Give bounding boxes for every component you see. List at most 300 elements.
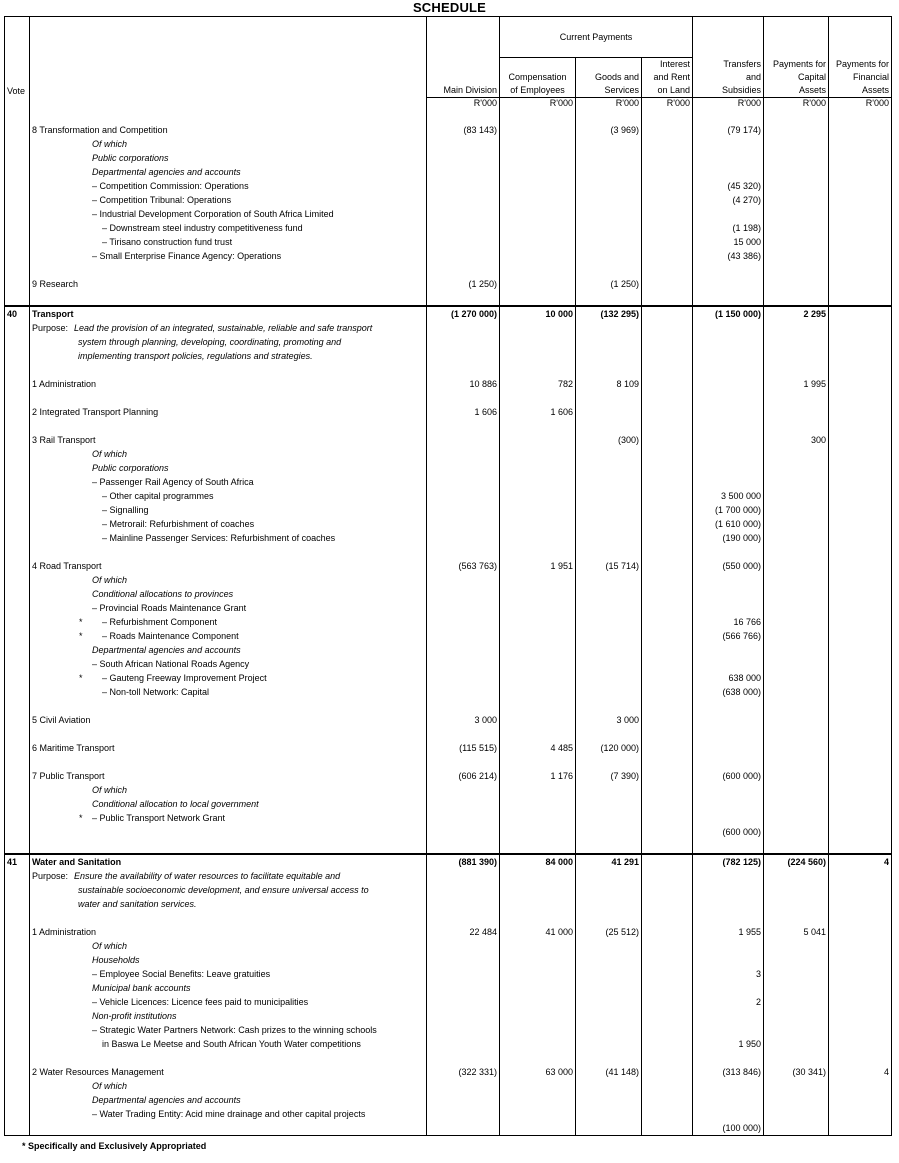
amount-comp: 782	[500, 377, 576, 391]
amount-transfers	[693, 391, 764, 405]
vote-number	[5, 629, 30, 643]
amount-interest	[642, 531, 693, 545]
vote-number	[5, 433, 30, 447]
amount-main	[427, 839, 500, 854]
allocation-note	[30, 939, 427, 953]
amount-comp	[500, 911, 576, 925]
programme-name	[30, 713, 427, 727]
amount-goods	[576, 967, 642, 981]
programme-name	[30, 433, 427, 447]
vote-number	[5, 825, 30, 839]
amount-comp	[500, 137, 576, 151]
amount-financial	[829, 797, 892, 811]
amount-transfers: 1 950	[693, 1037, 764, 1051]
description-text: Water and Sanitation	[32, 857, 122, 867]
amount-transfers	[693, 151, 764, 165]
table-row	[5, 1023, 892, 1037]
spacer-row	[5, 263, 892, 277]
amount-financial	[829, 461, 892, 475]
amount-financial	[829, 783, 892, 797]
amount-transfers: (1 700 000)	[693, 503, 764, 517]
vote-title	[30, 306, 427, 321]
amount-financial	[829, 587, 892, 601]
allocation-note	[30, 207, 427, 221]
amount-comp	[500, 643, 576, 657]
amount-comp	[500, 503, 576, 517]
amount-main: (606 214)	[427, 769, 500, 783]
amount-financial	[829, 839, 892, 854]
vote-number	[5, 277, 30, 291]
header-current-payments: Current Payments	[500, 17, 693, 58]
allocation-note	[30, 1121, 427, 1136]
amount-goods	[576, 405, 642, 419]
amount-interest	[642, 839, 693, 854]
table-row	[5, 193, 892, 207]
amount-capital	[764, 601, 829, 615]
amount-interest	[642, 179, 693, 193]
allocation-note	[30, 531, 427, 545]
table-row	[5, 137, 892, 151]
amount-goods	[576, 1051, 642, 1065]
amount-interest	[642, 685, 693, 699]
amount-goods: 8 109	[576, 377, 642, 391]
description-text: – Non-toll Network: Capital	[102, 687, 210, 697]
amount-main	[427, 911, 500, 925]
purpose-body: Ensure the availability of water resources to facilitate equitable and sustainable socioeconomic development, and ensure universal access to water and sanitation services.	[74, 871, 369, 909]
table-row	[5, 939, 892, 953]
amount-goods	[576, 235, 642, 249]
amount-capital	[764, 447, 829, 461]
description-text: – Gauteng Freeway Improvement Project	[102, 673, 267, 683]
description-text: Public corporations	[92, 463, 169, 473]
amount-comp: 1 606	[500, 405, 576, 419]
amount-capital	[764, 249, 829, 263]
amount-comp	[500, 713, 576, 727]
appropriation-star-icon: *	[79, 617, 83, 627]
allocation-note	[30, 193, 427, 207]
description-text: – Signalling	[102, 505, 149, 515]
amount-comp	[500, 825, 576, 839]
amount-transfers	[693, 741, 764, 755]
vote-number	[5, 363, 30, 377]
amount-main: (563 763)	[427, 559, 500, 573]
amount-transfers	[693, 953, 764, 967]
amount-main	[427, 939, 500, 953]
amount-main	[427, 825, 500, 839]
table-row	[5, 587, 892, 601]
amount-capital	[764, 179, 829, 193]
amount-goods	[576, 939, 642, 953]
amount-financial	[829, 363, 892, 377]
amount-main	[427, 321, 500, 363]
description-text: 3 Rail Transport	[32, 435, 96, 445]
amount-interest	[642, 391, 693, 405]
amount-comp	[500, 587, 576, 601]
amount-transfers	[693, 109, 764, 123]
vote-number	[5, 221, 30, 235]
amount-comp	[500, 939, 576, 953]
allocation-note	[30, 475, 427, 489]
amount-financial	[829, 657, 892, 671]
vote-number	[5, 615, 30, 629]
amount-financial	[829, 869, 892, 911]
amount-capital	[764, 517, 829, 531]
description-text: – Water Trading Entity: Acid mine drainage and other capital projects	[92, 1109, 366, 1119]
description-text: – Competition Commission: Operations	[92, 181, 249, 191]
amount-capital: (224 560)	[764, 854, 829, 869]
amount-interest	[642, 1093, 693, 1107]
amount-goods	[576, 869, 642, 911]
amount-goods	[576, 587, 642, 601]
amount-financial	[829, 685, 892, 699]
description-text: Households	[92, 955, 140, 965]
description-text: – Tirisano construction fund trust	[102, 237, 233, 247]
description-text: – Refurbishment Component	[102, 617, 218, 627]
amount-capital	[764, 713, 829, 727]
vote-number	[5, 587, 30, 601]
amount-interest	[642, 925, 693, 939]
amount-interest	[642, 995, 693, 1009]
amount-main	[427, 531, 500, 545]
amount-capital	[764, 629, 829, 643]
amount-transfers: 15 000	[693, 235, 764, 249]
amount-comp	[500, 263, 576, 277]
description-text: Municipal bank accounts	[92, 983, 191, 993]
amount-interest	[642, 1009, 693, 1023]
amount-main	[427, 1107, 500, 1121]
amount-main	[427, 1037, 500, 1051]
amount-financial	[829, 306, 892, 321]
description-text: Departmental agencies and accounts	[92, 645, 241, 655]
amount-goods	[576, 629, 642, 643]
vote-number	[5, 601, 30, 615]
amount-goods	[576, 1093, 642, 1107]
amount-comp	[500, 151, 576, 165]
allocation-note	[30, 1023, 427, 1037]
amount-comp	[500, 1037, 576, 1051]
header-main-division: Main Division	[427, 17, 500, 98]
amount-interest	[642, 601, 693, 615]
amount-financial	[829, 447, 892, 461]
amount-transfers	[693, 713, 764, 727]
amount-financial	[829, 811, 892, 825]
amount-comp	[500, 165, 576, 179]
amount-financial	[829, 517, 892, 531]
description-text: – Industrial Development Corporation of South Africa Limited	[92, 209, 334, 219]
amount-goods	[576, 685, 642, 699]
vote-number	[5, 207, 30, 221]
description-text: 5 Civil Aviation	[32, 715, 91, 725]
amount-capital	[764, 165, 829, 179]
amount-main	[427, 109, 500, 123]
amount-interest	[642, 1065, 693, 1079]
description-text: – Downstream steel industry competitiveness fund	[102, 223, 303, 233]
table-row	[5, 869, 892, 911]
description-text: – Vehicle Licences: Licence fees paid to municipalities	[92, 997, 309, 1007]
table-row	[5, 967, 892, 981]
vote-number	[5, 713, 30, 727]
allocation-note	[30, 629, 427, 643]
amount-comp	[500, 727, 576, 741]
amount-capital	[764, 615, 829, 629]
amount-goods	[576, 291, 642, 306]
amount-transfers	[693, 811, 764, 825]
programme-name	[30, 1065, 427, 1079]
header-transfers: Transfers and Subsidies	[693, 17, 764, 98]
allocation-note	[30, 573, 427, 587]
amount-main	[427, 503, 500, 517]
amount-goods	[576, 981, 642, 995]
allocation-note	[30, 643, 427, 657]
amount-financial	[829, 377, 892, 391]
spacer-row	[5, 109, 892, 123]
table-row	[5, 629, 892, 643]
amount-interest	[642, 911, 693, 925]
vote-number	[5, 727, 30, 741]
programme-name	[30, 769, 427, 783]
table-row	[5, 559, 892, 573]
spacer-row	[5, 755, 892, 769]
vote-number	[5, 1107, 30, 1121]
vote-number	[5, 657, 30, 671]
amount-interest	[642, 461, 693, 475]
amount-financial	[829, 433, 892, 447]
table-row	[5, 207, 892, 221]
amount-goods	[576, 475, 642, 489]
amount-comp	[500, 783, 576, 797]
allocation-note	[30, 235, 427, 249]
table-row	[5, 165, 892, 179]
allocation-note	[30, 825, 427, 839]
header-goods: Goods and Services	[576, 58, 642, 98]
amount-transfers	[693, 447, 764, 461]
amount-capital: 300	[764, 433, 829, 447]
amount-interest	[642, 755, 693, 769]
amount-comp	[500, 699, 576, 713]
vote-number	[5, 995, 30, 1009]
description-text: 7 Public Transport	[32, 771, 105, 781]
amount-main	[427, 363, 500, 377]
amount-comp	[500, 1107, 576, 1121]
amount-goods	[576, 783, 642, 797]
amount-comp	[500, 981, 576, 995]
table-row	[5, 1037, 892, 1051]
amount-comp	[500, 363, 576, 377]
description-text: – Competition Tribunal: Operations	[92, 195, 232, 205]
amount-transfers	[693, 377, 764, 391]
vote-number	[5, 953, 30, 967]
amount-main	[427, 953, 500, 967]
vote-number	[5, 517, 30, 531]
amount-comp: 41 000	[500, 925, 576, 939]
vote-row	[5, 306, 892, 321]
amount-transfers	[693, 263, 764, 277]
amount-financial	[829, 825, 892, 839]
amount-comp	[500, 433, 576, 447]
amount-transfers: (100 000)	[693, 1121, 764, 1136]
amount-comp	[500, 839, 576, 854]
vote-number: 40	[5, 306, 30, 321]
vote-number	[5, 1051, 30, 1065]
amount-interest	[642, 671, 693, 685]
amount-capital	[764, 1051, 829, 1065]
amount-goods	[576, 503, 642, 517]
amount-main	[427, 545, 500, 559]
vote-number	[5, 573, 30, 587]
amount-transfers: 638 000	[693, 671, 764, 685]
description-text: in Baswa Le Meetse and South African Youth Water competitions	[102, 1039, 361, 1049]
amount-transfers	[693, 291, 764, 306]
amount-capital: 5 041	[764, 925, 829, 939]
amount-main	[427, 433, 500, 447]
amount-main	[427, 137, 500, 151]
amount-transfers	[693, 419, 764, 433]
amount-main	[427, 657, 500, 671]
purpose-label: Purpose:	[32, 323, 69, 333]
programme-name	[30, 377, 427, 391]
vote-number	[5, 925, 30, 939]
amount-interest	[642, 1051, 693, 1065]
amount-main	[427, 165, 500, 179]
table-row	[5, 235, 892, 249]
description-text: – Other capital programmes	[102, 491, 214, 501]
amount-goods	[576, 363, 642, 377]
amount-main	[427, 1079, 500, 1093]
table-row	[5, 1107, 892, 1121]
vote-number	[5, 475, 30, 489]
vote-number	[5, 489, 30, 503]
amount-transfers	[693, 869, 764, 911]
amount-interest	[642, 981, 693, 995]
amount-financial	[829, 643, 892, 657]
amount-main	[427, 151, 500, 165]
vote-number	[5, 911, 30, 925]
vote-number	[5, 419, 30, 433]
description-text: – Small Enterprise Finance Agency: Operations	[92, 251, 282, 261]
vote-number	[5, 1121, 30, 1136]
amount-interest	[642, 165, 693, 179]
amount-capital	[764, 1107, 829, 1121]
amount-goods	[576, 811, 642, 825]
amount-goods: (25 512)	[576, 925, 642, 939]
amount-main	[427, 291, 500, 306]
vote-number	[5, 797, 30, 811]
allocation-note	[30, 587, 427, 601]
amount-transfers: (638 000)	[693, 685, 764, 699]
amount-capital	[764, 839, 829, 854]
amount-comp	[500, 797, 576, 811]
amount-financial	[829, 713, 892, 727]
amount-capital	[764, 1009, 829, 1023]
allocation-note	[30, 1009, 427, 1023]
allocation-note	[30, 995, 427, 1009]
amount-financial	[829, 263, 892, 277]
allocation-note	[30, 953, 427, 967]
amount-main	[427, 755, 500, 769]
amount-comp	[500, 249, 576, 263]
amount-transfers	[693, 277, 764, 291]
amount-interest	[642, 363, 693, 377]
amount-financial	[829, 531, 892, 545]
amount-comp	[500, 811, 576, 825]
amount-goods	[576, 995, 642, 1009]
amount-capital	[764, 981, 829, 995]
amount-capital	[764, 995, 829, 1009]
amount-comp	[500, 573, 576, 587]
table-row	[5, 1065, 892, 1079]
amount-capital	[764, 671, 829, 685]
amount-main	[427, 629, 500, 643]
amount-comp	[500, 1121, 576, 1136]
amount-financial	[829, 391, 892, 405]
footnote: * Specifically and Exclusively Appropriated	[22, 1141, 207, 1151]
amount-goods	[576, 179, 642, 193]
purpose-text	[30, 321, 427, 363]
amount-main: 22 484	[427, 925, 500, 939]
amount-capital	[764, 1037, 829, 1051]
table-row	[5, 741, 892, 755]
amount-transfers	[693, 911, 764, 925]
purpose-body: Lead the provision of an integrated, sustainable, reliable and safe transport system through planning, developing, coordinating, promoting and implementing transport policies, regulations and strategies.	[74, 323, 373, 361]
amount-main: (1 270 000)	[427, 306, 500, 321]
spacer-row	[5, 1051, 892, 1065]
amount-interest	[642, 447, 693, 461]
amount-financial	[829, 165, 892, 179]
amount-financial	[829, 995, 892, 1009]
amount-financial	[829, 291, 892, 306]
description-text: – Provincial Roads Maintenance Grant	[92, 603, 247, 613]
amount-financial	[829, 925, 892, 939]
amount-goods	[576, 657, 642, 671]
amount-main	[427, 419, 500, 433]
amount-interest	[642, 405, 693, 419]
amount-main	[427, 1121, 500, 1136]
amount-interest	[642, 263, 693, 277]
spacer-row	[5, 419, 892, 433]
table-row	[5, 1121, 892, 1136]
amount-financial: 4	[883, 1067, 889, 1077]
amount-interest	[642, 503, 693, 517]
vote-number	[5, 179, 30, 193]
allocation-note	[30, 1107, 427, 1121]
amount-goods	[576, 601, 642, 615]
amount-comp	[500, 967, 576, 981]
amount-financial	[829, 601, 892, 615]
purpose-text	[30, 869, 427, 911]
vote-number	[5, 193, 30, 207]
amount-transfers	[693, 699, 764, 713]
amount-financial	[829, 419, 892, 433]
amount-main: 10 886	[427, 377, 500, 391]
vote-number	[5, 545, 30, 559]
amount-capital	[764, 405, 829, 419]
description-text: 2 Water Resources Management	[32, 1067, 164, 1077]
amount-comp	[500, 419, 576, 433]
vote-number	[5, 235, 30, 249]
vote-number	[5, 939, 30, 953]
amount-financial	[829, 1037, 892, 1051]
vote-number	[5, 377, 30, 391]
amount-financial	[829, 573, 892, 587]
amount-transfers	[693, 137, 764, 151]
vote-number	[5, 137, 30, 151]
amount-financial	[829, 489, 892, 503]
amount-goods	[576, 727, 642, 741]
amount-capital	[764, 797, 829, 811]
amount-financial	[829, 249, 892, 263]
header-financial: Payments for Financial Assets	[829, 17, 892, 98]
amount-capital	[764, 825, 829, 839]
